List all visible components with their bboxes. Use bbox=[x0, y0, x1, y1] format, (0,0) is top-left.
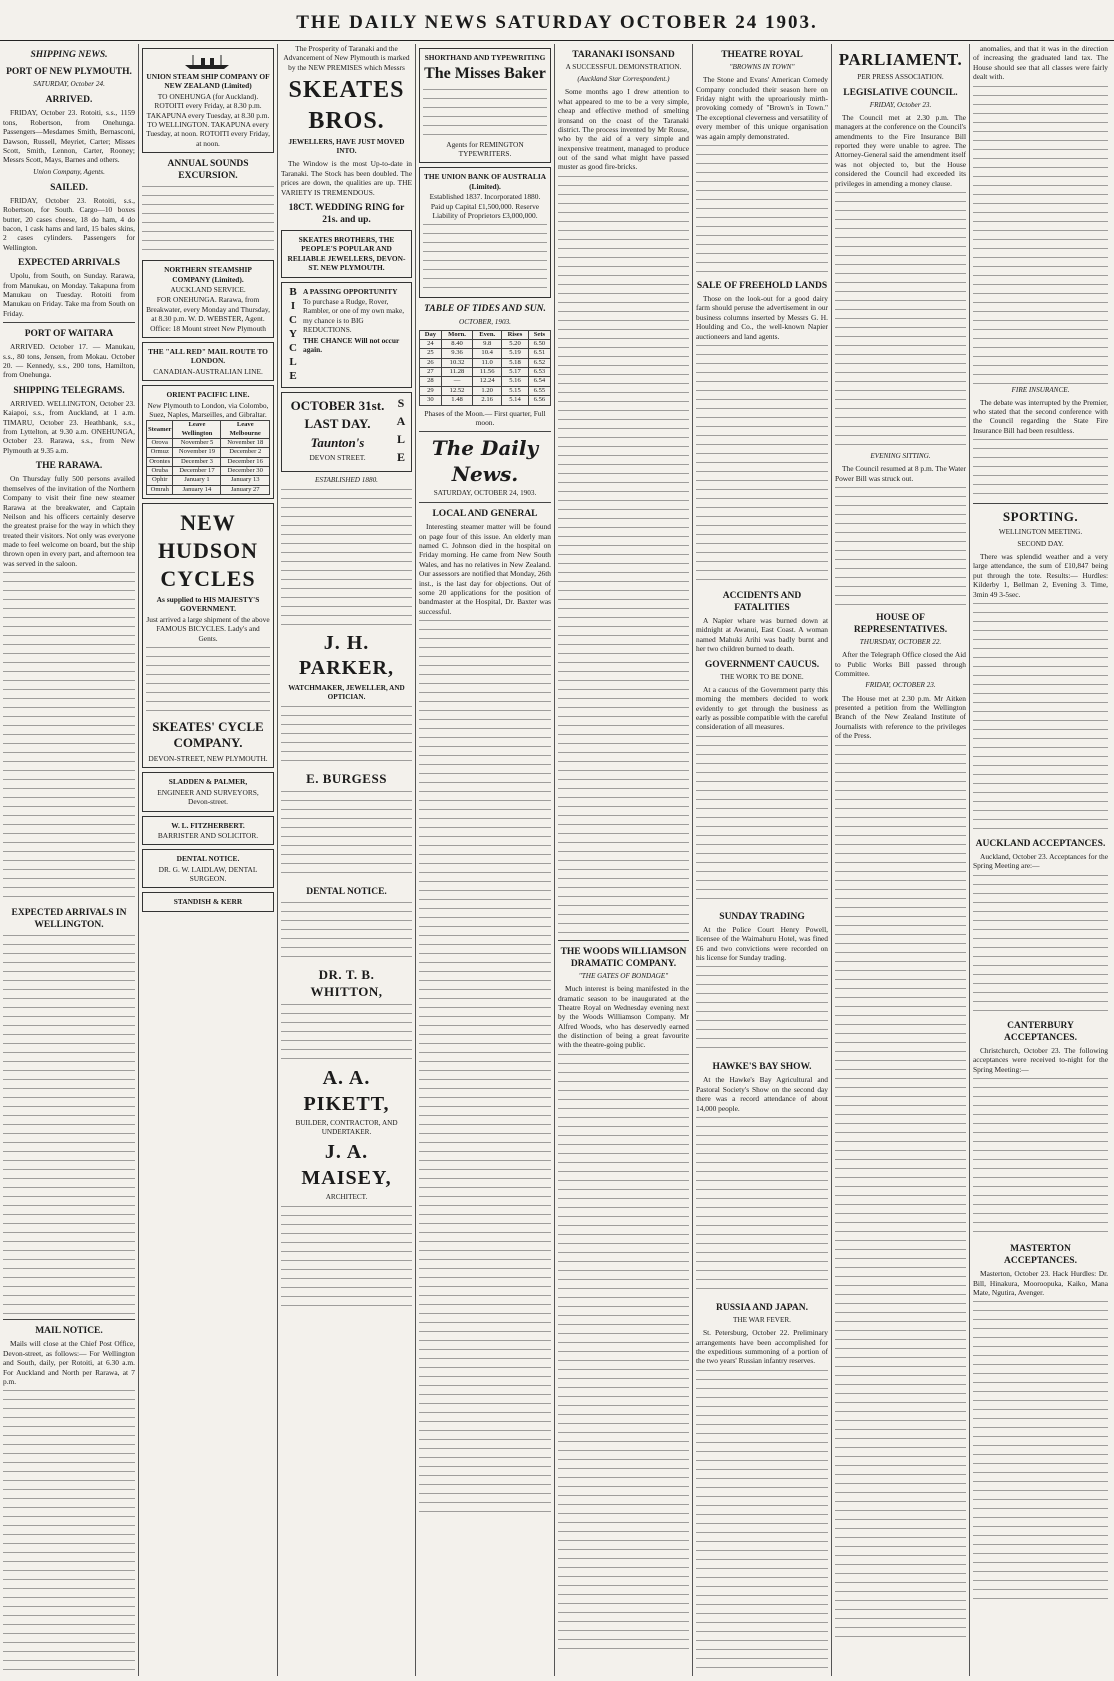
body-text-lines bbox=[973, 86, 1108, 386]
excursion-heading: ANNUAL SOUNDS EXCURSION. bbox=[167, 159, 249, 182]
table-cell: 29 bbox=[420, 386, 442, 395]
legis-heading: LEGISLATIVE COUNCIL. bbox=[843, 87, 958, 98]
table-cell: 25 bbox=[420, 349, 442, 358]
lastday-heading: LAST DAY. bbox=[304, 416, 371, 432]
table-cell: Orova bbox=[147, 439, 173, 448]
tides-heading: TABLE OF TIDES AND SUN. bbox=[424, 304, 546, 315]
table-row bbox=[147, 467, 270, 476]
telegrams-text: ARRIVED. WELLINGTON, October 23. Kaiapoi, s.s., from Auckland, at 1 a.m. TIMARU, October 23. Heathbank, s.s., from Lyttelton, at 9.30 a.m. ONEHUNGA, October 23. Rarawa, s.s., from New Plymouth at 9.35 a.m. bbox=[3, 398, 135, 455]
rarawa-heading: THE RARAWA. bbox=[35, 461, 103, 472]
auckland-heading: AUCKLAND ACCEPTANCES. bbox=[975, 839, 1106, 849]
body-text-lines bbox=[696, 345, 828, 585]
theatre-text: The Stone and Evans' American Comedy Company concluded their season here on Friday night with the uproariously mirth-provoking comedy of "Brown's in Town." The exceptional cleverness and versatility of every member of this unique organisation was again amply demonstrated. bbox=[696, 75, 828, 141]
sunday-heading: SUNDAY TRADING bbox=[719, 911, 805, 922]
body-text-lines bbox=[281, 902, 412, 962]
table-header: Leave Wellington bbox=[173, 421, 221, 439]
expected-text: Upolu, from South, on Sunday. Rarawa, from Manukau, on Monday. Takapuna from Manukau on Tuesday. Rotoiti from Manukau on Friday. Take ma from South on Friday. bbox=[3, 271, 135, 318]
moon-text: Phases of the Moon.— First quarter, Full moon. bbox=[424, 408, 546, 427]
sailed-heading: SAILED. bbox=[50, 182, 88, 193]
dental2-heading: DENTAL NOTICE. bbox=[306, 887, 387, 898]
table-row bbox=[147, 457, 270, 466]
parliament-heading: PARLIAMENT. bbox=[838, 50, 963, 69]
table-cell: 1.48 bbox=[441, 396, 473, 405]
parker-heading: J. H. PARKER, bbox=[299, 631, 394, 680]
table-cell: December 2 bbox=[221, 448, 270, 457]
table-cell: November 19 bbox=[173, 448, 221, 457]
bicycle-vertical: BICYCLE bbox=[287, 285, 299, 384]
table-cell: January 1 bbox=[173, 476, 221, 485]
masterton-heading: MASTERTON ACCEPTANCES. bbox=[1004, 1244, 1077, 1267]
orient-pacific-ad bbox=[142, 385, 274, 499]
table-cell: Ophir bbox=[147, 476, 173, 485]
evening-text: The Council resumed at 8 p.m. The Water Power Bill was struck out. bbox=[835, 464, 966, 483]
dental-notice-ad bbox=[142, 849, 274, 888]
column-shipping-ads bbox=[139, 44, 277, 1674]
column-shipping bbox=[0, 44, 138, 1674]
divider bbox=[419, 502, 551, 503]
table-row bbox=[420, 368, 551, 377]
local-text: Interesting steamer matter will be found on page four of this issue. An elderly man named C. Johnson died in the hospital on Friday morning. He came from New South Wales, and has no relatives in New Zealand. Our assessors are notified that Monday, 26th inst., is the last day for objections. Out of some 20 applications for the position of bandmaster at the Hospital, Dr. Baxter was successful. bbox=[419, 522, 551, 616]
pikett-sub: BUILDER, CONTRACTOR, AND UNDERTAKER. bbox=[295, 1119, 398, 1137]
insurance-text: The debate was interrupted by the Premier, who stated that the second conference with the Council regarding the State Fire Insurance Bill had been resultless. bbox=[973, 397, 1108, 435]
table-cell: November 5 bbox=[173, 439, 221, 448]
passing-heading: A PASSING OPPORTUNITY bbox=[303, 286, 398, 296]
body-text-lines bbox=[3, 572, 135, 902]
table-cell: 6.55 bbox=[528, 386, 550, 395]
steamship-icon bbox=[183, 54, 233, 70]
sladden-heading: SLADDEN & PALMER, bbox=[168, 777, 248, 787]
tides-table bbox=[419, 330, 551, 406]
skeates-bros2: SKEATES BROTHERS, THE PEOPLE'S POPULAR AND RELIABLE JEWELLERS, DEVON-ST. NEW PLYMOUTH. bbox=[287, 235, 406, 273]
table-cell: Oruba bbox=[147, 467, 173, 476]
table-cell: — bbox=[441, 377, 473, 386]
table-cell: January 27 bbox=[221, 485, 270, 494]
body-text-lines bbox=[281, 489, 412, 629]
woods-sub: "THE GATES OF BONDAGE" bbox=[578, 971, 669, 980]
canterbury-heading: CANTERBURY ACCEPTANCES. bbox=[1004, 1020, 1077, 1043]
masthead bbox=[0, 0, 1114, 41]
body-text-lines bbox=[419, 620, 551, 1520]
sunday-text: At the Police Court Henry Powell, licensee of the Waimahuru Hotel, was fined £6 and two convictions were recorded on his license for Sunday trading. bbox=[696, 924, 828, 963]
reps-date-2: FRIDAY, OCTOBER 23. bbox=[865, 681, 936, 690]
fitz-heading: W. L. FITZHERBERT. bbox=[171, 820, 245, 830]
body-text-lines bbox=[835, 745, 966, 1645]
taunton-name: Taunton's bbox=[310, 434, 365, 450]
divider bbox=[558, 940, 689, 941]
table-row bbox=[420, 340, 551, 349]
second-day: SECOND DAY. bbox=[1017, 539, 1064, 548]
baker-heading: The Misses Baker bbox=[424, 65, 546, 83]
body-text-lines bbox=[973, 439, 1108, 499]
sale-vertical: SALE bbox=[394, 395, 408, 468]
remington-text: Agents for REMINGTON TYPEWRITERS. bbox=[446, 139, 524, 159]
table-cell: December 30 bbox=[221, 467, 270, 476]
body-text-lines bbox=[146, 647, 270, 717]
divider bbox=[3, 322, 135, 323]
taranaki-sub: A SUCCESSFUL DEMONSTRATION. bbox=[565, 63, 682, 72]
skeates-heading: SKEATES BROS. bbox=[288, 77, 405, 134]
skeates-sub: JEWELLERS, HAVE JUST MOVED INTO. bbox=[288, 138, 405, 156]
woods-text: Much interest is being manifested in the dramatic season to be inaugurated at the Theatre Royal on Wednesday evening next by the Woods Williamson Company. Mr Alfred Woods, who has deservedly earned the distinction of being a great favourite with the theatre-going public. bbox=[558, 984, 689, 1050]
port-date: SATURDAY, October 24. bbox=[33, 80, 105, 89]
table-cell: 10.4 bbox=[473, 349, 502, 358]
table-cell: 12.24 bbox=[473, 377, 502, 386]
body-text-lines bbox=[281, 791, 412, 881]
evening-heading: EVENING SITTING. bbox=[870, 452, 931, 461]
body-text-lines bbox=[423, 224, 547, 294]
table-row bbox=[147, 439, 270, 448]
table-cell: 1.20 bbox=[473, 386, 502, 395]
table-cell: November 18 bbox=[221, 439, 270, 448]
body-text-lines bbox=[558, 176, 689, 936]
accidents-heading: ACCIDENTS AND FATALITIES bbox=[722, 590, 802, 614]
sporting-heading: SPORTING. bbox=[1002, 509, 1079, 525]
table-header: Sets bbox=[528, 330, 550, 339]
table-cell: 26 bbox=[420, 358, 442, 367]
woods-heading: THE WOODS WILLIAMSON DRAMATIC COMPANY. bbox=[560, 946, 687, 969]
waitara-heading: PORT OF WAITARA bbox=[24, 329, 114, 340]
table-cell: 11.56 bbox=[473, 368, 502, 377]
table-cell: December 16 bbox=[221, 457, 270, 466]
table-cell: 5.16 bbox=[502, 377, 529, 386]
table-cell: 9.8 bbox=[473, 340, 502, 349]
waitara-text: ARRIVED. October 17. — Manukau, s.s., 80 tons, Jensen, from Mokau. October 20. — Kennedy, s.s., 200 tons, Hamilton, from Onehunga. bbox=[3, 342, 135, 380]
legis-date: FRIDAY, October 23. bbox=[869, 100, 932, 109]
expected-heading: EXPECTED ARRIVALS bbox=[18, 258, 120, 269]
body-text-lines bbox=[835, 192, 966, 452]
union-ad-text: TO ONEHUNGA (for Auckland). ROTOITI every Friday, at 8.30 p.m. TAKAPUNA every Tuesday, at 8.30 p.m. TO WELLINGTON. TAKAPUNA every Tuesday, at noon. ROTOITI every Friday, at noon. bbox=[146, 91, 270, 148]
masterton-text: Masterton, October 23. Hack Hurdles: Dr. Bill, Hinakura, Mooroopuka, Kaiko, Mana Mate, Ngutira, Avenger. bbox=[973, 1269, 1108, 1298]
russia-sub: THE WAR FEVER. bbox=[733, 1316, 791, 1325]
fitzherbert-ad bbox=[142, 816, 274, 846]
parliament-sub: PER PRESS ASSOCIATION. bbox=[857, 72, 944, 81]
bank-heading: THE UNION BANK OF AUSTRALIA (Limited). bbox=[423, 172, 547, 191]
bank-text: Established 1837. Incorporated 1880. Paid up Capital £1,500,000. Reserve Liability of Proprietors £3,000,000. bbox=[429, 192, 541, 221]
orient-sub: New Plymouth to London, via Colombo, Suez, Naples, Marseilles, and Gibraltar. bbox=[147, 400, 269, 419]
sladden-palmer-ad bbox=[142, 772, 274, 811]
table-cell: 11.28 bbox=[441, 368, 473, 377]
tides-sub: OCTOBER, 1903. bbox=[459, 317, 511, 326]
body-text-lines bbox=[558, 1054, 689, 1654]
sailed-text: FRIDAY, October 23. Rotoiti, s.s., Robertson, for South. Cargo—10 boxes butter, 20 cases cheese, 18 do ham, 4 do bacon, 1 cask hams and lard, 15 bales skins, 2 cases cylinders. Passengers for Wellington. bbox=[3, 195, 135, 252]
table-cell: January 14 bbox=[173, 485, 221, 494]
body-text-lines bbox=[973, 603, 1108, 833]
table-cell: Omrah bbox=[147, 485, 173, 494]
divider bbox=[419, 431, 551, 432]
maisey-sub: ARCHITECT. bbox=[325, 1193, 368, 1202]
table-cell: December 17 bbox=[173, 467, 221, 476]
pikett-heading: A. A. PIKETT, bbox=[303, 1067, 390, 1115]
skeates-text: The Window is the most Up-to-date in Taranaki. The Stock has been doubled. The prices are down, the qualities are up. THE VARIETY IS TREMENDOUS. bbox=[281, 159, 412, 197]
govt-text: At a caucus of the Government party this morning the members decided to work evidently to get through the business as early as possible compatible with the careful consideration of all measures. bbox=[696, 684, 828, 732]
new-hudson-cycles-ad bbox=[142, 503, 274, 768]
skeates-cycle-address: DEVON-STREET, NEW PLYMOUTH. bbox=[148, 753, 268, 763]
arrived-text: FRIDAY, October 23. Rotoiti, s.s., 1159 tons, Robertson, from Onehunga. Passengers—Mesdames Smith, Bernasconi, Dawson, Russell, Meyriet, Carter; Misses Scott, Smith, Lennon, Carter, Rooney; Messrs Scott, Mays, Barnes and others. bbox=[3, 108, 135, 165]
table-cell: January 13 bbox=[221, 476, 270, 485]
dental-heading: DENTAL NOTICE. bbox=[176, 854, 240, 864]
oct31-heading: OCTOBER 31st. bbox=[290, 397, 385, 413]
column-theatre bbox=[693, 44, 831, 1674]
expected-wellington-heading: EXPECTED ARRIVALS IN WELLINGTON. bbox=[11, 908, 127, 931]
wedding-ring: 18CT. WEDDING RING for 21s. and up. bbox=[288, 202, 405, 226]
body-text-lines bbox=[835, 487, 966, 607]
sailing-table bbox=[146, 420, 270, 495]
taranaki-heading: TARANAKI ISONSAND bbox=[572, 50, 675, 60]
table-row bbox=[147, 448, 270, 457]
reps-date: THURSDAY, OCTOBER 22. bbox=[859, 638, 942, 647]
union-steamship-ad bbox=[142, 48, 274, 153]
russia-text: St. Petersburg, October 22. Preliminary arrangements have been accomplished for the expeditious summoning of a portion of the two years' Russian infantry reserves. bbox=[696, 1328, 828, 1366]
divider bbox=[3, 1319, 135, 1320]
mail-text: Mails will close at the Chief Post Office, Devon-street, as follows:— For Wellington and South, daily, per Rotoiti, at 6.30 a.m. For Auckland and North per Rarawa, at 7 p.m. bbox=[3, 1339, 135, 1386]
burgess-heading: E. BURGESS bbox=[306, 770, 387, 786]
skeates-brothers-ad bbox=[281, 230, 412, 278]
table-cell: 5.17 bbox=[502, 368, 529, 377]
body-text-lines bbox=[281, 1004, 412, 1064]
russia-heading: RUSSIA AND JAPAN. bbox=[716, 1303, 808, 1314]
northern-heading: NORTHERN STEAMSHIP COMPANY (Limited). bbox=[164, 265, 252, 284]
established-text: ESTABLISHED 1880. bbox=[315, 475, 378, 484]
table-cell: 5.14 bbox=[502, 396, 529, 405]
table-row bbox=[420, 349, 551, 358]
arrived-heading: ARRIVED. bbox=[45, 95, 93, 106]
sporting-text: There was splendid weather and a very large attendance, the sum of £10,847 being put through the tote. Results:— Hurdles: Kilderby 1, Bellman 2, Evening 3. Time, 3min 49 3-5sec. bbox=[973, 552, 1108, 599]
table-row bbox=[147, 476, 270, 485]
taranaki-correspondent: (Auckland Star Correspondent.) bbox=[577, 75, 670, 84]
table-header: Even. bbox=[473, 330, 502, 339]
table-cell: Orontes bbox=[147, 457, 173, 466]
body-text-lines bbox=[423, 89, 547, 139]
auckland-text: Auckland, October 23. Acceptances for the Spring Meeting are:— bbox=[973, 852, 1108, 871]
table-cell: 5.15 bbox=[502, 386, 529, 395]
northern-sub: AUCKLAND SERVICE. bbox=[170, 285, 246, 295]
table-cell: 24 bbox=[420, 340, 442, 349]
union-agents: Union Company, Agents. bbox=[33, 167, 105, 176]
table-cell: 5.19 bbox=[502, 349, 529, 358]
table-row bbox=[420, 386, 551, 395]
table-cell: 27 bbox=[420, 368, 442, 377]
taunton-sale-ad bbox=[281, 392, 412, 472]
body-text-lines bbox=[696, 145, 828, 275]
paper-date: SATURDAY, OCTOBER 24, 1903. bbox=[433, 489, 537, 498]
passing-opportunity-ad bbox=[281, 282, 412, 388]
table-header: Steamer bbox=[147, 421, 173, 439]
table-cell: 6.52 bbox=[528, 358, 550, 367]
rarawa-text: On Thursday fully 500 persons availed themselves of the invitation of the Northern Company to visit their fine new steamer Rarawa at the breakwater, and Captain Neilson and his officers certainly deserve the greatest praise for the way in which they treated their visitors. Not only was everyone made to feel welcome on board, but the ship thrown open in every part, and afternoon tea was served in the saloon. bbox=[3, 474, 135, 568]
union-bank-ad bbox=[419, 167, 551, 298]
table-cell: 6.51 bbox=[528, 349, 550, 358]
table-cell: 6.53 bbox=[528, 368, 550, 377]
local-heading: LOCAL AND GENERAL bbox=[432, 509, 538, 520]
table-header: Rises bbox=[502, 330, 529, 339]
column-taranaki bbox=[555, 44, 692, 1674]
taranaki-text: Some months ago I drew attention to what appeared to me to be a very simple, cheap and effective method of smelting ironsand on the coast of the Taranaki district. The process invented by Mr Rouse, who by the aid of a very simple and inexpensive treatment, managed to produce out of the sand what might have passed muster as good fire-bricks. bbox=[558, 87, 689, 172]
prosperity-text: The Prosperity of Taranaki and the Advancement of New Plymouth is marked by the NEW PREMISES which Messrs bbox=[283, 44, 410, 72]
table-cell: 28 bbox=[420, 377, 442, 386]
body-text-lines bbox=[696, 1117, 828, 1297]
telegrams-heading: SHIPPING TELEGRAMS. bbox=[13, 385, 125, 396]
dental-text: DR. G. W. LAIDLAW, DENTAL SURGEON. bbox=[158, 864, 258, 884]
union-ad-heading: UNION STEAM SHIP COMPANY OF NEW ZEALAND (Limited) bbox=[146, 72, 270, 91]
table-cell: 30 bbox=[420, 396, 442, 405]
govt-heading: GOVERNMENT CAUCUS. bbox=[704, 659, 820, 670]
table-header: Leave Melbourne bbox=[221, 421, 270, 439]
body-text-lines bbox=[3, 1390, 135, 1674]
mail-heading: MAIL NOTICE. bbox=[35, 1326, 103, 1337]
column-parliament bbox=[832, 44, 969, 1674]
reps-text: After the Telegraph Office closed the Aid to Public Works Bill passed through Committee. bbox=[835, 650, 966, 679]
hudson-sub: As supplied to HIS MAJESTY'S GOVERNMENT. bbox=[156, 595, 260, 614]
body-text-lines bbox=[281, 1206, 412, 1306]
canadian-line: CANADIAN-AUSTRALIAN LINE. bbox=[153, 366, 263, 376]
table-header: Morn. bbox=[441, 330, 473, 339]
taunton-sub: DEVON STREET. bbox=[309, 453, 366, 463]
fitz-text: BARRISTER AND SOLICITOR. bbox=[157, 830, 259, 840]
northern-text: FOR ONEHUNGA. Rarawa, from Breakwater, every Monday and Thursday, at 8.30 p.m. W. D. WEBSTER, Agent. Office: 18 Mount street New Plymouth bbox=[146, 295, 270, 333]
northern-steamship-ad bbox=[142, 260, 274, 338]
accidents-text: A Napier whare was burned down at midnight at Awanui, East Coast. A woman named Mahuki Arihi was badly burnt and her two children burned to death. bbox=[696, 616, 828, 654]
hawkes-heading: HAWKE'S BAY SHOW. bbox=[712, 1062, 812, 1073]
divider bbox=[973, 503, 1108, 504]
standish-kerr-ad bbox=[142, 892, 274, 911]
insurance-heading: FIRE INSURANCE. bbox=[1011, 385, 1070, 394]
canterbury-text: Christchurch, October 23. The following acceptances were received to-night for the Spring Meeting:— bbox=[973, 1045, 1108, 1074]
body-text-lines bbox=[973, 1078, 1108, 1238]
whitton-heading: DR. T. B. WHITTON, bbox=[310, 967, 383, 999]
table-cell: 11.0 bbox=[473, 358, 502, 367]
wellington-meeting: WELLINGTON MEETING. bbox=[998, 527, 1083, 536]
hawkes-text: At the Hawke's Bay Agricultural and Pastoral Society's Show on the second day there was a record attendance of about 14,000 people. bbox=[696, 1075, 828, 1113]
body-text-lines bbox=[973, 1301, 1108, 1601]
passing-text: To purchase a Rudge, Rover, Rambler, or one of my own make, my chance is to BIG REDUCTIONS. bbox=[303, 297, 405, 335]
body-text-lines bbox=[973, 875, 1108, 1015]
reps-heading: HOUSE OF REPRESENTATIVES. bbox=[853, 612, 948, 636]
hudson-heading: NEW HUDSON CYCLES bbox=[157, 510, 259, 592]
body-text-lines bbox=[142, 186, 274, 256]
table-cell: 10.32 bbox=[441, 358, 473, 367]
parker-sub: WATCHMAKER, JEWELLER, AND OPTICIAN. bbox=[288, 683, 405, 701]
table-cell: 6.50 bbox=[528, 340, 550, 349]
sladden-text: ENGINEER AND SURVEYORS, Devon-street. bbox=[157, 787, 259, 807]
shorthand-heading: SHORTHAND AND TYPEWRITING bbox=[424, 53, 546, 62]
all-red-route-ad bbox=[142, 342, 274, 381]
shipping-heading: SHIPPING NEWS. bbox=[30, 50, 108, 60]
standish-heading: STANDISH & KERR bbox=[173, 897, 243, 907]
body-text-lines bbox=[696, 1370, 828, 1670]
legis-text: The Council met at 2.30 p.m. The managers at the conference on the Council's amendments to the Fire Insurance Bill reported they were unable to agree. The Attorney-General said the amendment itself was not objected to, but the House considered the Council had exceeded its privileges in amending a money clause. bbox=[835, 112, 966, 188]
column-local-news bbox=[416, 44, 554, 1674]
table-cell: 6.56 bbox=[528, 396, 550, 405]
theatre-sub: "BROWNS IN TOWN" bbox=[729, 63, 795, 72]
table-cell: December 3 bbox=[173, 457, 221, 466]
hudson-text: Just arrived a large shipment of the above FAMOUS BICYCLES. Lady's and Gents. bbox=[146, 614, 270, 643]
body-text-lines bbox=[696, 736, 828, 906]
table-cell: 6.54 bbox=[528, 377, 550, 386]
chance-text: THE CHANCE Will not occur again. bbox=[303, 335, 400, 354]
masthead-title: THE DAILY NEWS SATURDAY OCTOBER 24 1903. bbox=[296, 12, 818, 33]
body-text-lines bbox=[696, 966, 828, 1056]
table-row bbox=[420, 377, 551, 386]
red-route-heading: THE "ALL RED" MAIL ROUTE TO LONDON. bbox=[148, 346, 268, 366]
table-cell: 9.36 bbox=[441, 349, 473, 358]
table-row bbox=[420, 358, 551, 367]
table-header: Day bbox=[420, 330, 442, 339]
body-text-lines bbox=[281, 706, 412, 766]
govt-sub: THE WORK TO BE DONE. bbox=[720, 672, 804, 681]
maisey-heading: J. A. MAISEY, bbox=[301, 1141, 392, 1189]
paper-nameplate: The Daily News. bbox=[431, 436, 539, 486]
table-cell: 5.18 bbox=[502, 358, 529, 367]
freehold-heading: SALE OF FREEHOLD LANDS bbox=[696, 280, 828, 291]
table-row bbox=[420, 396, 551, 405]
column-jewellers bbox=[278, 44, 415, 1674]
reps-text-2: The House met at 2.30 p.m. Mr Aitken presented a petition from the Wellington Branch of the New Zealand Institute of Journalists with reference to the privileges of the Press. bbox=[835, 693, 966, 741]
port-heading: PORT OF NEW PLYMOUTH. bbox=[6, 67, 132, 78]
skeates-cycle-heading: SKEATES' CYCLE COMPANY. bbox=[152, 718, 264, 751]
table-cell: 5.20 bbox=[502, 340, 529, 349]
theatre-heading: THEATRE ROYAL bbox=[721, 50, 803, 60]
orient-heading: ORIENT PACIFIC LINE. bbox=[166, 390, 250, 400]
table-cell: Ormuz bbox=[147, 448, 173, 457]
shorthand-ad bbox=[419, 48, 551, 163]
table-cell: 2.16 bbox=[473, 396, 502, 405]
table-cell: 8.40 bbox=[441, 340, 473, 349]
intro-text: anomalies, and that it was in the direction of increasing the graduated land tax. The House should see that all classes were fairly dealt with. bbox=[973, 44, 1108, 82]
freehold-text: Those on the look-out for a good dairy farm should peruse the advertisement in our business columns inserted by Messrs G. H. Houlding and Co., the well-known Napier auctioneers and land agents. bbox=[696, 294, 828, 341]
table-row bbox=[147, 485, 270, 494]
column-sporting bbox=[970, 44, 1114, 1674]
body-text-lines bbox=[3, 935, 135, 1315]
table-cell: 12.52 bbox=[441, 386, 473, 395]
